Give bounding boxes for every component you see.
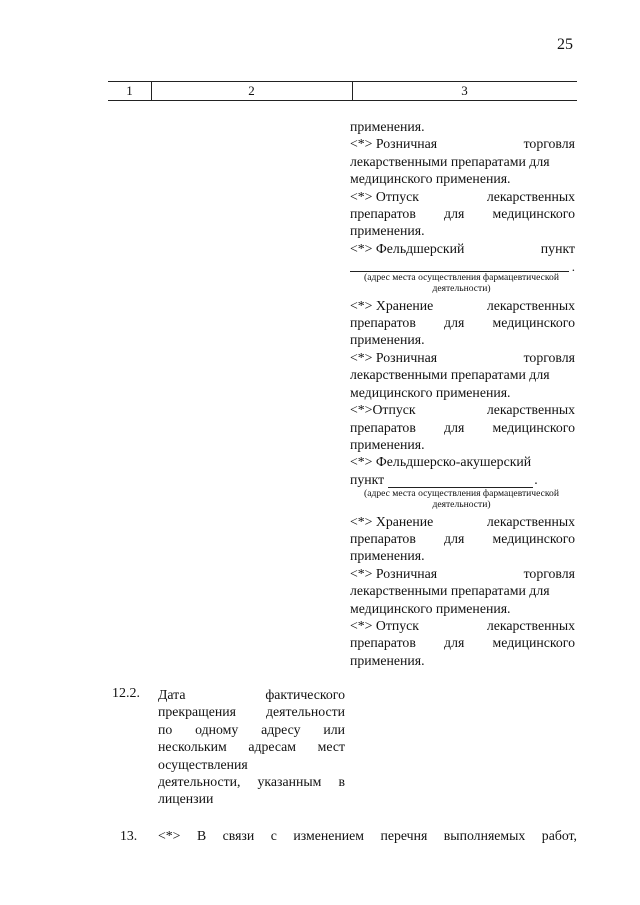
text-line: деятельности, указанным в	[158, 774, 345, 790]
text-line: препаратов для медицинского	[350, 635, 575, 651]
column-header-1: 1	[126, 83, 133, 98]
text-line: применения.	[350, 223, 425, 239]
text-line: лекарственными препаратами для	[350, 367, 550, 383]
address-note: (адрес места осуществления фармацевтической деятельности)	[364, 272, 559, 295]
text-line: прекращения деятельности	[158, 704, 345, 720]
text-line: <*> Хранение лекарственных	[350, 297, 575, 313]
text-line: применения.	[350, 332, 425, 348]
text-line: лекарственными препаратами для	[350, 153, 550, 169]
text-line: применения.	[350, 436, 425, 452]
text-line: медицинского применения.	[350, 171, 511, 187]
text-line: по одному адресу или	[158, 721, 345, 737]
column-header-2: 2	[248, 83, 255, 98]
page-number: 25	[557, 36, 573, 53]
text-line: осуществления	[158, 756, 248, 772]
text-line: применения.	[350, 652, 425, 668]
text-line: <*> Отпуск лекарственных	[350, 188, 575, 204]
text-line: препаратов для медицинского	[350, 315, 575, 331]
text-line: <*> Фельдшерско-акушерский	[350, 454, 532, 470]
text-line: <*> Фельдшерский пункт	[350, 240, 575, 256]
address-blank-line: .	[350, 257, 569, 272]
text-line: Дата фактического	[158, 687, 345, 702]
text-line: применения.	[350, 119, 425, 134]
text-line: <*> Отпуск лекарственных	[350, 617, 575, 633]
text-line: лекарственными препаратами для	[350, 583, 550, 599]
text-line: <*> Розничная торговля	[350, 136, 575, 152]
item-text: <*> В связи с изменением перечня выполняемых работ,	[158, 828, 577, 843]
text-line: медицинского применения.	[350, 600, 511, 616]
text-line: пункт .	[350, 471, 538, 487]
address-blank-line	[388, 473, 533, 488]
text-line: <*> Розничная торговля	[350, 565, 575, 581]
text-line: применения.	[350, 548, 425, 564]
text-line: препаратов для медицинского	[350, 419, 575, 435]
address-note: (адрес места осуществления фармацевтической деятельности)	[364, 488, 559, 511]
text-line: препаратов для медицинского	[350, 530, 575, 546]
text-line: <*> Розничная торговля	[350, 349, 575, 365]
column-3-content	[350, 118, 575, 669]
text-line: нескольким адресам мест	[158, 739, 345, 755]
text-line: препаратов для медицинского	[350, 206, 575, 222]
item-text	[158, 686, 345, 808]
item-number: 13.	[120, 828, 138, 843]
text-line: <*> Хранение лекарственных	[350, 513, 575, 529]
text-line: <*>Отпуск лекарственных	[350, 402, 575, 418]
column-header-3: 3	[461, 83, 468, 98]
item-number: 12.2.	[112, 686, 140, 701]
column-header-row	[108, 81, 577, 101]
text-line: медицинского применения.	[350, 384, 511, 400]
text-line: лицензии	[158, 791, 214, 807]
